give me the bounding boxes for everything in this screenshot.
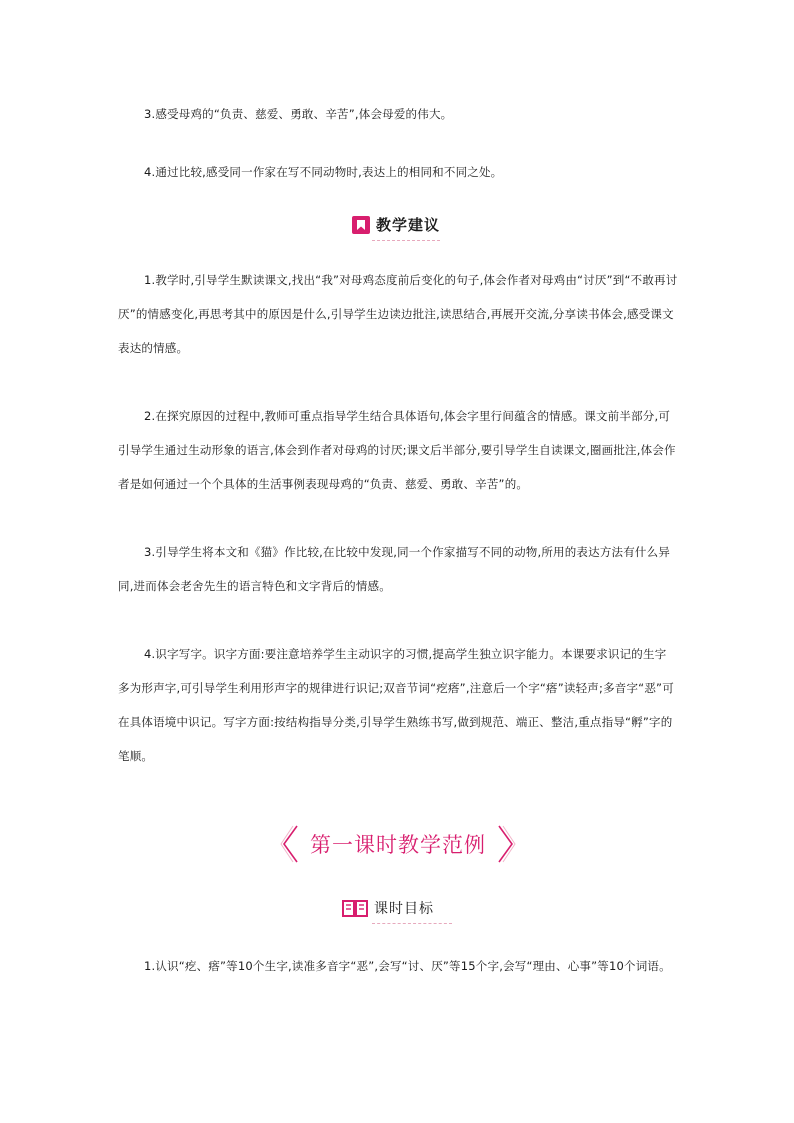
- heading-text: 课时目标: [374, 901, 434, 917]
- heading-text: 教学建议: [376, 216, 441, 234]
- heading-underline: [372, 240, 440, 241]
- section-title-text: 第一课时教学范例: [310, 833, 486, 857]
- goal-item-3: 3.感受母鸡的“负责、慈爱、勇敢、辛苦”,体会母爱的伟大。: [144, 107, 453, 121]
- pink-bookmark-icon: [352, 216, 370, 234]
- suggestion-2: 2.在探究原因的过程中,教师可重点指导学生结合具体语句,体会字里行间蕴含的情感。课文前半部分,可引导学生通过生动形象的语言,体会到作者对母鸡的讨厌;课文后半部分,要引导学生自读课文,圈画批注,体会作者是如何通过一个个具体的生活事例表现母鸡的“负责、慈爱、勇敢、辛苦”的。: [118, 409, 676, 491]
- right-bracket-icon: [496, 824, 516, 864]
- lesson-section-title: [280, 824, 516, 864]
- suggestion-1: 1.教学时,引导学生默读课文,找出“我”对母鸡态度前后变化的句子,体会作者对母鸡由“讨厌”到“不敢再讨厌”的情感变化,再思考其中的原因是什么,引导学生边读边批注,读思结合,再展开交流,分享读书体会,感受课文表达的情感。: [118, 273, 678, 355]
- open-book-icon: [342, 898, 368, 918]
- left-bracket-icon: [280, 824, 300, 864]
- teaching-suggestion-heading: [352, 214, 440, 235]
- suggestion-3: 3.引导学生将本文和《猫》作比较,在比较中发现,同一个作家描写不同的动物,所用的表达方法有什么异同,进而体会老舍先生的语言特色和文字背后的情感。: [118, 545, 671, 593]
- lesson-goal-heading: [342, 898, 434, 918]
- lesson-goal-1: 1.认识“疙、瘩”等10个生字,读准多音字“恶”,会写“讨、厌”等15个字,会写“理由、心事”等10个词语。: [144, 959, 671, 973]
- suggestion-4: 4.识字写字。识字方面:要注意培养学生主动识字的习惯,提高学生独立识字能力。本课要求识记的生字多为形声字,可引导学生利用形声字的规律进行识记;双音节词“疙瘩”,注意后一个字“瘩”读轻声;多音字“恶”可在具体语境中识记。写字方面:按结构指导分类,引导学生熟练书写,做到规范、端正、整洁,重点指导“孵”字的笔顺。: [118, 647, 674, 763]
- heading-underline: [372, 923, 452, 924]
- goal-item-4: 4.通过比较,感受同一作家在写不同动物时,表达上的相同和不同之处。: [144, 165, 503, 179]
